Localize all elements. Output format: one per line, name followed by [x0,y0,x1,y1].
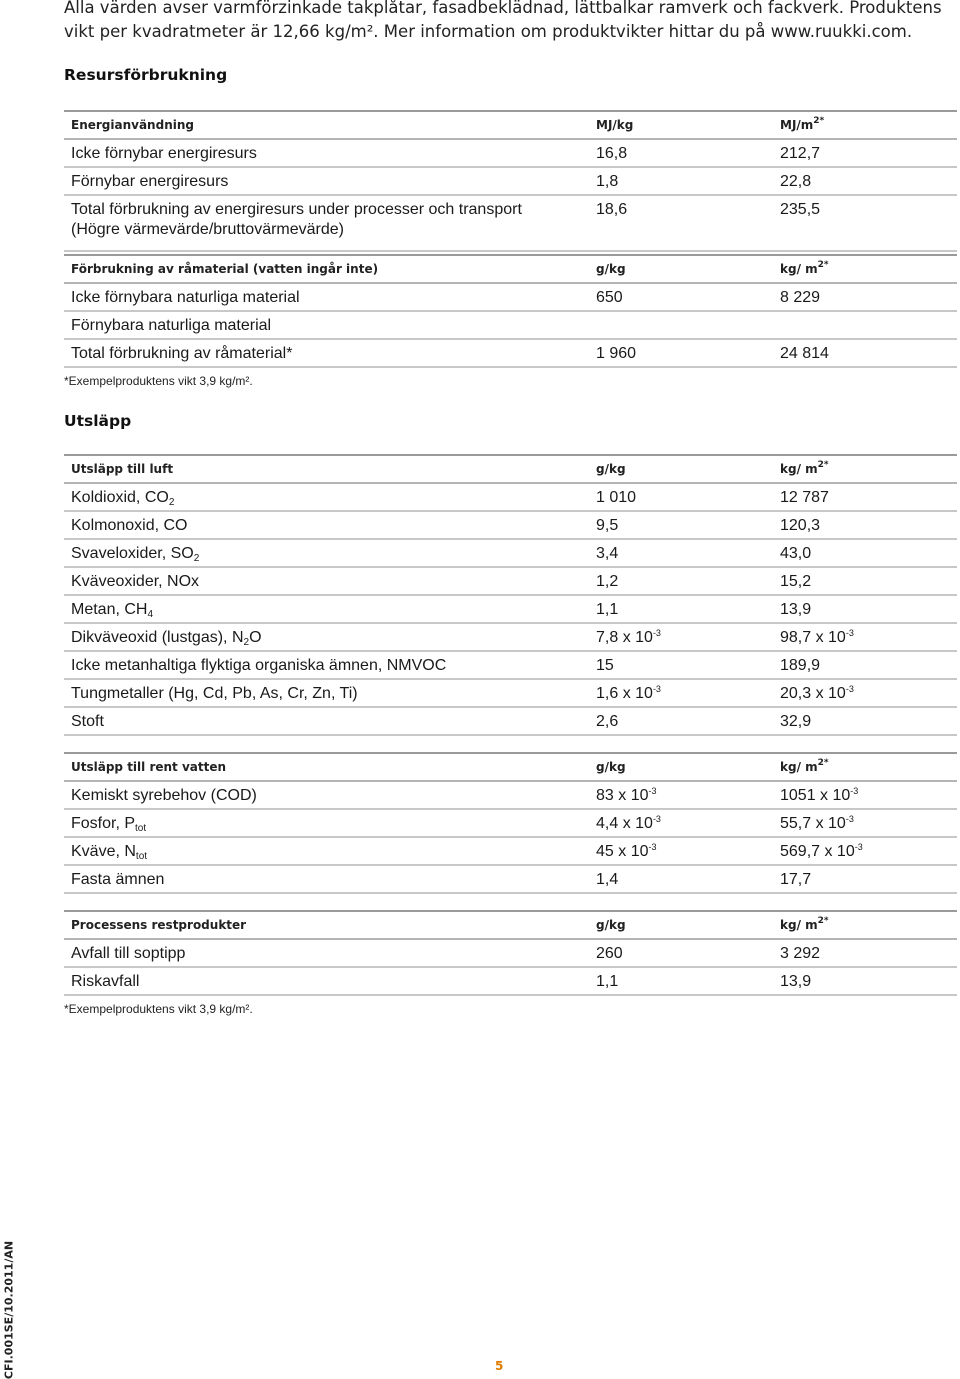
row-label: Riskavfall [71,973,140,990]
table-row [64,284,957,312]
row-value-1: 1,2 [596,573,619,590]
row-label: Koldioxid, $CO_2$ [71,489,175,508]
air-emissions-table [64,454,957,736]
row-value-2: 13,9 [780,601,812,618]
table-row [64,312,957,340]
page-number: 5 [495,1359,504,1373]
table-header [64,254,957,284]
intro-paragraph: Alla värden avser varmförzinkade takplåtar, fasadbeklädnad, lättbalkar ramverk och fackverk. Produktens vikt per kvadratmeter är 12,66 kg/m². Mer information om produktvikter hittar du på www.ruukki.com. [64,0,942,41]
row-value-2: 22,8 [780,173,812,190]
table-header [64,910,957,940]
row-label: Kolmonoxid, CO [71,517,188,534]
row-label: Stoft [71,713,104,730]
row-value-2: 569,7 x $10^{-3}$ [780,842,863,860]
footnote: *Exempelproduktens vikt 3,9 kg/m². [64,1002,253,1016]
row-value-2: 17,7 [780,871,812,888]
row-value-2: 13,9 [780,973,812,990]
footnote: *Exempelproduktens vikt 3,9 kg/m². [64,374,253,388]
row-value-1: 650 [596,289,623,306]
row-value-2: 43,0 [780,545,812,562]
row-value-1: 1,4 [596,871,619,888]
table-row [64,596,957,624]
table-header [64,110,957,140]
row-value-1: 260 [596,945,623,962]
row-label: Tungmetaller (Hg, Cd, Pb, As, Cr, Zn, Ti) [71,685,358,702]
table-row [64,810,957,838]
row-label: Fosfor, $P_{tot}$ [71,815,147,834]
table-row [64,708,957,736]
row-label: Total förbrukning av energiresurs under processer och transport (Högre värmevärde/bruttovärmevärde) [71,201,522,238]
table-row [64,624,957,652]
header-label: Energianvändning [71,118,194,132]
row-value-1: 18,6 [596,201,628,218]
header-unit-1: MJ/kg [596,118,634,132]
table-row [64,866,957,894]
row-label: Icke förnybar energiresurs [71,145,257,162]
row-value-2: 8 229 [780,289,821,306]
row-value-2: 120,3 [780,517,821,534]
row-value-1: 1 960 [596,345,637,362]
row-value-2: 189,9 [780,657,821,674]
row-value-2: 15,2 [780,573,812,590]
row-value-2: 20,3 x $10^{-3}$ [780,684,854,702]
residual-products-table [64,910,957,996]
header-unit-1: g/kg [596,918,626,932]
row-label: Svaveloxider, $SO_2$ [71,545,200,564]
row-value-1: 1,8 [596,173,619,190]
header-label: Utsläpp till luft [71,462,174,476]
table-row [64,680,957,708]
table-row [64,168,957,196]
table-header [64,454,957,484]
row-label: Kväve, $N_{tot}$ [71,843,148,862]
row-label: Total förbrukning av råmaterial* [71,345,293,362]
header-unit-1: g/kg [596,262,626,276]
table-header [64,752,957,782]
row-label: Icke metanhaltiga flyktiga organiska ämnen, NMVOC [71,657,447,674]
row-value-2: 12 787 [780,489,829,506]
row-value-1: 1,1 [596,601,619,618]
row-value-1: 45 x $10^{-3}$ [596,842,657,860]
header-label: Processens restprodukter [71,918,247,932]
row-label: Avfall till soptipp [71,945,186,962]
header-unit-2: kg/ $m^{2*}$ [780,460,829,476]
row-value-1: 16,8 [596,145,628,162]
row-value-2: 3 292 [780,945,821,962]
row-label: Förnybara naturliga material [71,317,272,334]
row-value-1: 1,1 [596,973,619,990]
section-title-emissions: Utsläpp [64,412,132,430]
header-unit-2: $MJ/m^{2*}$ [780,116,825,132]
row-value-1: 15 [596,657,614,674]
table-row [64,512,957,540]
row-value-1: 83 x $10^{-3}$ [596,786,657,804]
row-value-2: 1051 x $10^{-3}$ [780,786,859,804]
table-row [64,968,957,996]
row-value-1: 1 010 [596,489,637,506]
header-unit-2: kg/ $m^{2*}$ [780,916,829,932]
row-value-2: 32,9 [780,713,812,730]
header-label: Utsläpp till rent vatten [71,760,227,774]
row-value-1: 9,5 [596,517,619,534]
section-title-resource: Resursförbrukning [64,66,228,84]
table-row [64,340,957,368]
water-emissions-table [64,752,957,894]
raw-material-table [64,254,957,368]
row-value-1: 3,4 [596,545,619,562]
table-row [64,782,957,810]
header-label: Förbrukning av råmaterial (vatten ingår inte) [71,262,379,276]
row-label: Metan, $CH_4$ [71,601,154,620]
table-row [64,540,957,568]
table-row [64,140,957,168]
row-label: Icke förnybara naturliga material [71,289,300,306]
row-label: Dikväveoxid (lustgas), $N_2O$ [71,629,262,648]
row-value-2: 235,5 [780,201,821,218]
header-unit-1: g/kg [596,462,626,476]
table-row [64,196,957,252]
energy-table [64,110,957,252]
row-value-2: 24 814 [780,345,829,362]
row-value-2: 212,7 [780,145,821,162]
row-value-2: 98,7 x $10^{-3}$ [780,628,854,646]
row-value-1: 4,4 x $10^{-3}$ [596,814,661,832]
row-label: Kväveoxider, NOx [71,573,200,590]
row-label: Förnybar energiresurs [71,173,229,190]
row-label: Fasta ämnen [71,871,165,888]
table-row [64,940,957,968]
header-unit-1: g/kg [596,760,626,774]
document-code: CFI.001SE/10.2011/AN [2,1240,16,1379]
table-row [64,568,957,596]
row-value-1: 7,8 x $10^{-3}$ [596,628,661,646]
table-row [64,652,957,680]
header-unit-2: kg/ $m^{2*}$ [780,260,829,276]
row-value-1: 2,6 [596,713,619,730]
table-row [64,484,957,512]
table-row [64,838,957,866]
row-label: Kemiskt syrebehov (COD) [71,787,257,804]
row-value-2: 55,7 x $10^{-3}$ [780,814,854,832]
row-value-1: 1,6 x $10^{-3}$ [596,684,661,702]
header-unit-2: kg/ $m^{2*}$ [780,758,829,774]
